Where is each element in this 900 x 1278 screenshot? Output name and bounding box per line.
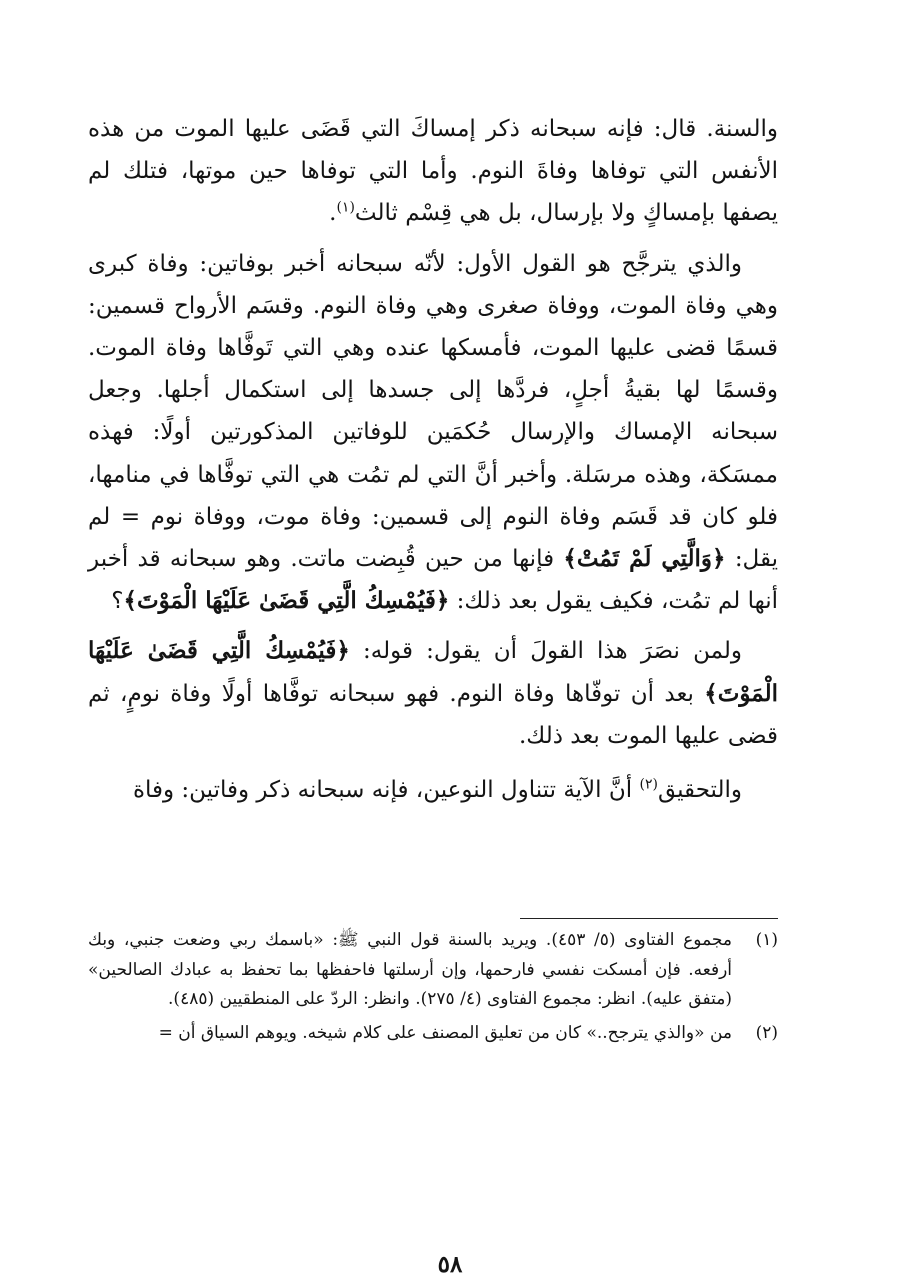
paragraph-4 bbox=[88, 769, 778, 811]
footnote-text: مجموع الفتاوى (٥/ ٤٥٣). ويريد بالسنة قول النبي ﷺ: «باسمك ربي وضعت جنبي، وبك أرفعه. فإن أمسكت نفسي فارحمها، وإن أرسلتها فاحفظها بما تحفظ به عبادك الصالحين» (متفق عليه). انظر: مجموع الفتاوى (٤/ ٢٧٥). وانظر: الردّ على المنطقيين (٤٨٥). bbox=[88, 930, 732, 1009]
paragraph-2-end: ؟ bbox=[111, 588, 124, 615]
paragraph-3 bbox=[88, 630, 778, 757]
footnote-1 bbox=[88, 926, 778, 1015]
page-number: ٥٨ bbox=[437, 1251, 463, 1278]
quran-quote-2: ﴿فَيُمْسِكُ الَّتِي قَضَىٰ عَلَيْهَا الْمَوْتَ﴾ bbox=[123, 587, 450, 615]
paragraph-1 bbox=[88, 108, 778, 235]
footnote-ref-1[interactable]: (١) bbox=[336, 199, 355, 216]
paragraph-4-text: والتحقيق bbox=[657, 777, 742, 804]
quran-quote-3: ﴿فَيُمْسِكُ الَّتِي قَضَىٰ عَلَيْهَا الْمَوْتَ﴾ bbox=[88, 637, 778, 707]
main-text bbox=[88, 108, 778, 811]
paragraph-3-end: بعد أن توفّاها وفاة النوم. فهو سبحانه توفَّاها أولًا وفاة نومٍ، ثم قضى عليها الموت بعد ذلك. bbox=[88, 680, 778, 749]
paragraph-1-text: والسنة. قال: فإنه سبحانه ذكر إمساكَ التي قَضَى عليها الموت من هذه الأنفس التي توفاها وفاةَ النوم. وأما التي توفاها حين موتها، فتلك لم يصفها بإمساكٍ ولا بإرسال، بل هي قِسْم ثالث bbox=[88, 116, 778, 227]
paragraph-3-text: ولمن نصَرَ هذا القولَ أن يقول: قوله: bbox=[363, 638, 743, 665]
footnote-2 bbox=[88, 1019, 778, 1049]
footnote-divider bbox=[520, 918, 778, 919]
paragraph-2 bbox=[88, 243, 778, 623]
paragraph-4-end: أنَّ الآية تتناول النوعين، فإنه سبحانه ذكر وفاتين: وفاة bbox=[132, 777, 633, 804]
footnote-ref-2[interactable]: (٢) bbox=[639, 776, 658, 793]
footnotes bbox=[88, 926, 778, 1048]
footnote-number: (٢) bbox=[755, 1022, 778, 1043]
paragraph-2-text: والذي يترجَّح هو القول الأول: لأنّه سبحانه أخبر بوفاتين: وفاة كبرى وهي وفاة الموت، ووفاة صغرى وهي وفاة النوم. وقسَم الأرواح قسمين: قسمًا قضى عليها الموت، فأمسكها عنده وهي التي تَوفَّاها وفاة الموت. وقسمًا لها بقيةُ أجلٍ، فردَّها إلى جسدها إلى استكمال أجلها. وجعل سبحانه الإمساك والإرسال حُكمَين للوفاتين المذكورتين أولًا: فهذه ممسَكة، وهذه مرسَلة. وأخبر أنَّ التي لم تمُت هي التي توفَّاها في منامها، فلو كان قد قَسَم وفاة النوم إلى قسمين: وفاة موت، ووفاة نوم = لم يقل: bbox=[88, 250, 779, 573]
paragraph-1-end: . bbox=[329, 200, 337, 227]
footnote-text: من «والذي يترجح..» كان من تعليق المصنف على كلام شيخه. ويوهم السياق أن = bbox=[158, 1022, 732, 1043]
footnote-number: (١) bbox=[755, 930, 778, 950]
quran-quote-1: ﴿وَالَّتِي لَمْ تَمُتْ﴾ bbox=[563, 545, 726, 573]
book-page bbox=[0, 108, 900, 1278]
paragraph-2-mid: فإنها من حين قُبِضت ماتت. وهو سبحانه قد أخبر أنها لم تمُت، فكيف يقول بعد ذلك: bbox=[88, 546, 778, 615]
